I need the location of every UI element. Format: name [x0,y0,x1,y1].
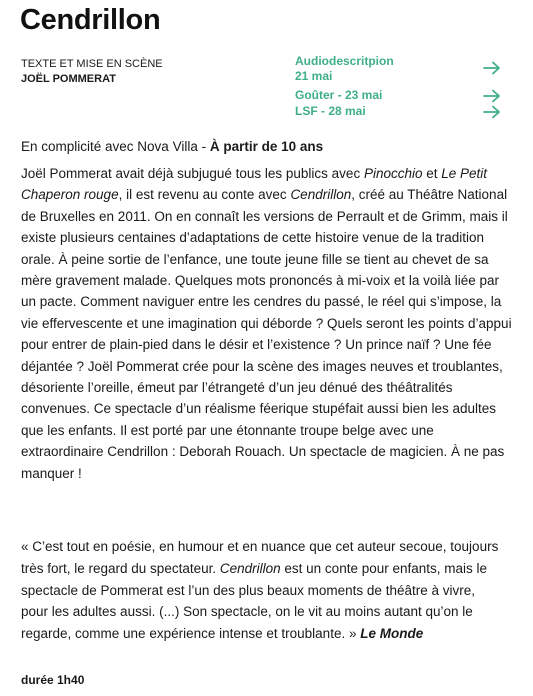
arrow-right-icon[interactable] [483,89,501,103]
session-label: Audiodescritpion [295,54,394,68]
credits [21,57,163,87]
arrow-right-icon[interactable] [483,105,501,119]
work-title: Cendrillon [219,560,281,576]
credits-role: TEXTE ET MISE EN SCÈNE [21,58,163,70]
credits-name: JOËL POMMERAT [21,73,116,85]
session-label: LSF - 28 mai [295,104,366,118]
intro-text: En complicité avec Nova Villa - [21,139,210,154]
session-date: 21 mai [295,69,333,83]
quote-text: « C’est tout en poésie, en humour et en nuance que cet auteur secoue, toujours très fort, le regard du spectateur. [21,539,499,576]
body-text: , il est revenu au conte avec [118,187,291,203]
session-label: Goûter - 23 mai [295,88,383,102]
session-lsf[interactable] [295,104,505,120]
work-title: Pinocchio [363,166,423,181]
age-rating: À partir de 10 ans [209,139,324,154]
session-list [295,54,505,120]
session-gouter[interactable] [295,88,505,104]
arrow-right-icon[interactable] [483,61,501,75]
press-quote [21,536,501,645]
intro-line [21,138,323,156]
body-text: et [422,166,442,181]
body-text: , créé au Théâtre National de Bruxelles en 2011. On en connaît les versions de Perrault et de Grimm, mais il existe plusieurs centaines d’adaptations de cette histoire venue de la tradition orale. À peine sortie de l’enfance, une toute jeune fille se tient au chevet de sa mère gravement malade. Quelques mots prononcés à mi-voix et la voilà liée par un pacte. Comment naviguer entre les cendres du passé, le réel qui s’impose, la vie effervescente et une imagination qui déborde ? Quels seront les points d’appui pour entrer de plain-pied dans le désir et l’existence ? Un prince naïf ? Une fée déjantée ? Joël Pommerat crée pour la scène des images neuves et troublantes, désoriente l’oreille, émeut par l’étrangeté d’un jeu dénué des théâtralités convenues. Ce spectacle d’un réalisme féerique stupéfait aussi bien les adultes que les enfants. Il est porté par une étonnante troupe belge avec une extraordinaire Cendrillon : Deborah Rouach. Un spectacle de magicien. À ne pas manquer ! [21,187,512,481]
session-audiodescription[interactable] [295,54,505,86]
quote-text: est un conte pour enfants, mais le spectacle de Pommerat est l’un des plus beaux moments de théâtre à vivre, pour les adultes aussi. (...) Son spectacle, on le vit au moins autant qu’on le regarde, comme une expérience intense et troublante. » [21,560,488,642]
description-paragraph [21,163,516,484]
page-title: Cendrillon [20,4,161,36]
quote-source: Le Monde [360,626,424,642]
work-title: Cendrillon [290,187,352,203]
duration: durée 1h40 [21,673,85,687]
body-text: Joël Pommerat avait déjà subjugué tous les publics avec [21,166,364,181]
work-title: Le Petit Chaperon rouge [21,166,488,203]
